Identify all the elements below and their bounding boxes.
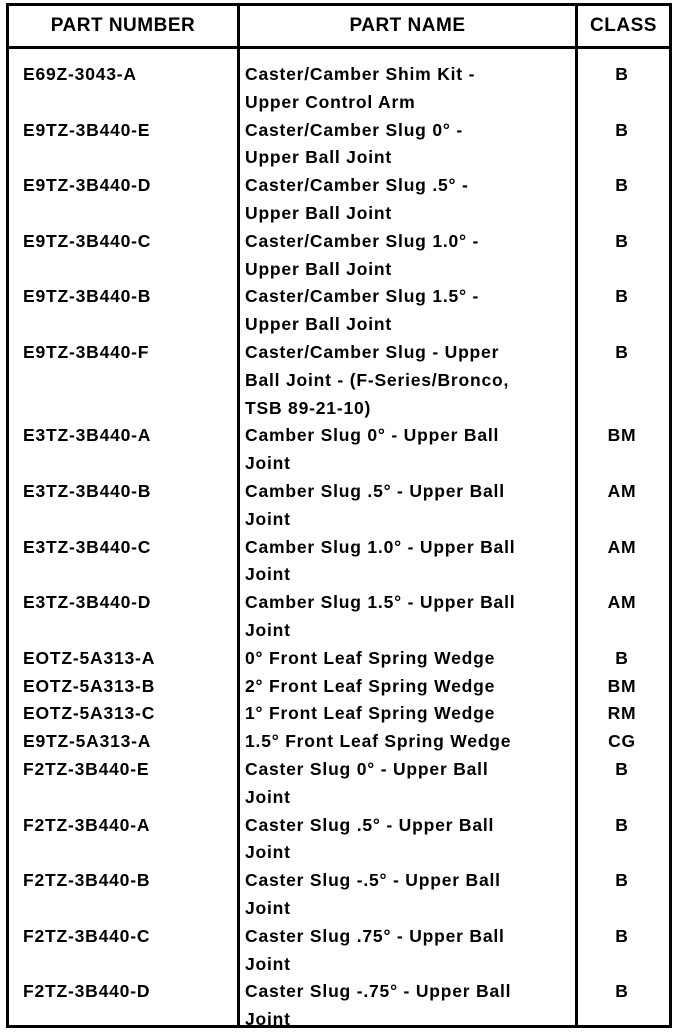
class-cell: AM <box>607 536 637 557</box>
part-name-cell: Caster/Camber Slug .5° - Upper Ball Joint <box>245 175 469 223</box>
part-number-cell: F2TZ-3B440-D <box>23 981 151 1002</box>
class-cell: B <box>615 230 629 251</box>
part-number-cell: F2TZ-3B440-B <box>23 870 151 891</box>
part-name-cell: Caster/Camber Slug 0° - Upper Ball Joint <box>245 119 463 168</box>
part-name-cell: Caster Slug .75° - Upper Ball Joint <box>245 925 505 974</box>
table-row <box>9 283 669 339</box>
parts-table <box>6 3 672 1028</box>
class-cell: B <box>615 870 629 891</box>
part-number-cell: F2TZ-3B440-E <box>23 759 150 779</box>
class-cell: BM <box>607 675 637 696</box>
part-name-cell: Caster Slug 0° - Upper Ball Joint <box>245 759 489 807</box>
part-name-cell: 1.5° Front Leaf Spring Wedge <box>245 731 512 752</box>
part-name-cell: 0° Front Leaf Spring Wedge <box>245 647 496 668</box>
class-cell: B <box>615 286 629 307</box>
class-cell: AM <box>607 481 637 501</box>
class-cell: AM <box>607 592 637 613</box>
table-row <box>9 673 669 701</box>
part-name-cell: 2° Front Leaf Spring Wedge <box>245 675 496 696</box>
class-cell: CG <box>608 731 636 752</box>
part-number-cell: E9TZ-3B440-E <box>23 119 151 140</box>
part-number-cell: E3TZ-3B440-C <box>23 536 152 557</box>
part-name-cell: Caster Slug -.75° - Upper Ball Joint <box>245 981 512 1030</box>
class-cell: BM <box>607 425 637 446</box>
table-row <box>9 923 669 979</box>
part-number-cell: F2TZ-3B440-C <box>23 925 151 946</box>
table-row <box>9 756 669 812</box>
part-number-cell: F2TZ-3B440-A <box>23 814 151 835</box>
part-name-cell: Caster Slug -.5° - Upper Ball Joint <box>245 870 501 918</box>
part-name-cell: Camber Slug 0° - Upper Ball Joint <box>245 425 500 474</box>
part-number-cell: E9TZ-3B440-D <box>23 175 152 196</box>
part-number-cell: E9TZ-3B440-B <box>23 286 152 307</box>
table-row <box>9 339 669 422</box>
part-number-cell: EOTZ-5A313-C <box>23 703 156 724</box>
header-part-number: PART NUMBER <box>50 15 196 36</box>
part-name-cell: Caster/Camber Slug 1.0° - Upper Ball Joint <box>245 230 480 279</box>
table-row <box>9 228 669 284</box>
table-row <box>9 117 669 173</box>
part-number-cell: EOTZ-5A313-A <box>23 647 156 668</box>
table-row <box>9 867 669 923</box>
table-row <box>9 172 669 228</box>
table-row <box>9 61 669 117</box>
class-cell: B <box>615 64 629 84</box>
class-cell: RM <box>607 703 637 724</box>
class-cell: B <box>615 925 629 946</box>
part-name-cell: Caster/Camber Shim Kit - Upper Control Arm <box>245 64 476 112</box>
part-name-cell: Camber Slug 1.0° - Upper Ball Joint <box>245 536 516 585</box>
part-name-cell: Camber Slug .5° - Upper Ball Joint <box>245 481 505 529</box>
part-number-cell: E9TZ-5A313-A <box>23 731 152 752</box>
part-number-cell: E3TZ-3B440-B <box>23 481 152 501</box>
header-divider <box>9 46 669 49</box>
table-row <box>9 812 669 868</box>
header-class: CLASS <box>590 15 657 36</box>
part-number-cell: E69Z-3043-A <box>23 64 137 84</box>
table-row <box>9 478 669 534</box>
part-name-cell: 1° Front Leaf Spring Wedge <box>245 703 496 724</box>
part-name-cell: Camber Slug 1.5° - Upper Ball Joint <box>245 592 516 640</box>
class-cell: B <box>615 814 629 835</box>
class-cell: B <box>615 981 629 1002</box>
class-cell: B <box>615 759 629 779</box>
table-row <box>9 534 669 590</box>
part-name-cell: Caster/Camber Slug 1.5° - Upper Ball Joint <box>245 286 480 335</box>
class-cell: B <box>615 119 629 140</box>
header-part-name: PART NAME <box>349 15 466 36</box>
part-number-cell: E9TZ-3B440-F <box>23 342 150 362</box>
part-name-cell: Caster Slug .5° - Upper Ball Joint <box>245 814 495 863</box>
table-row <box>9 700 669 728</box>
part-number-cell: E3TZ-3B440-D <box>23 592 152 613</box>
table-row <box>9 422 669 478</box>
part-number-cell: EOTZ-5A313-B <box>23 675 156 696</box>
class-cell: B <box>615 175 629 196</box>
table-row <box>9 645 669 673</box>
part-number-cell: E9TZ-3B440-C <box>23 230 152 251</box>
table-row <box>9 589 669 645</box>
part-name-cell: Caster/Camber Slug - Upper Ball Joint - (F-Series/Bronco, TSB 89-21-10) <box>245 342 510 418</box>
part-number-cell: E3TZ-3B440-A <box>23 425 152 446</box>
class-cell: B <box>615 342 629 362</box>
class-cell: B <box>615 647 629 668</box>
table-row <box>9 978 669 1034</box>
table-row <box>9 728 669 756</box>
